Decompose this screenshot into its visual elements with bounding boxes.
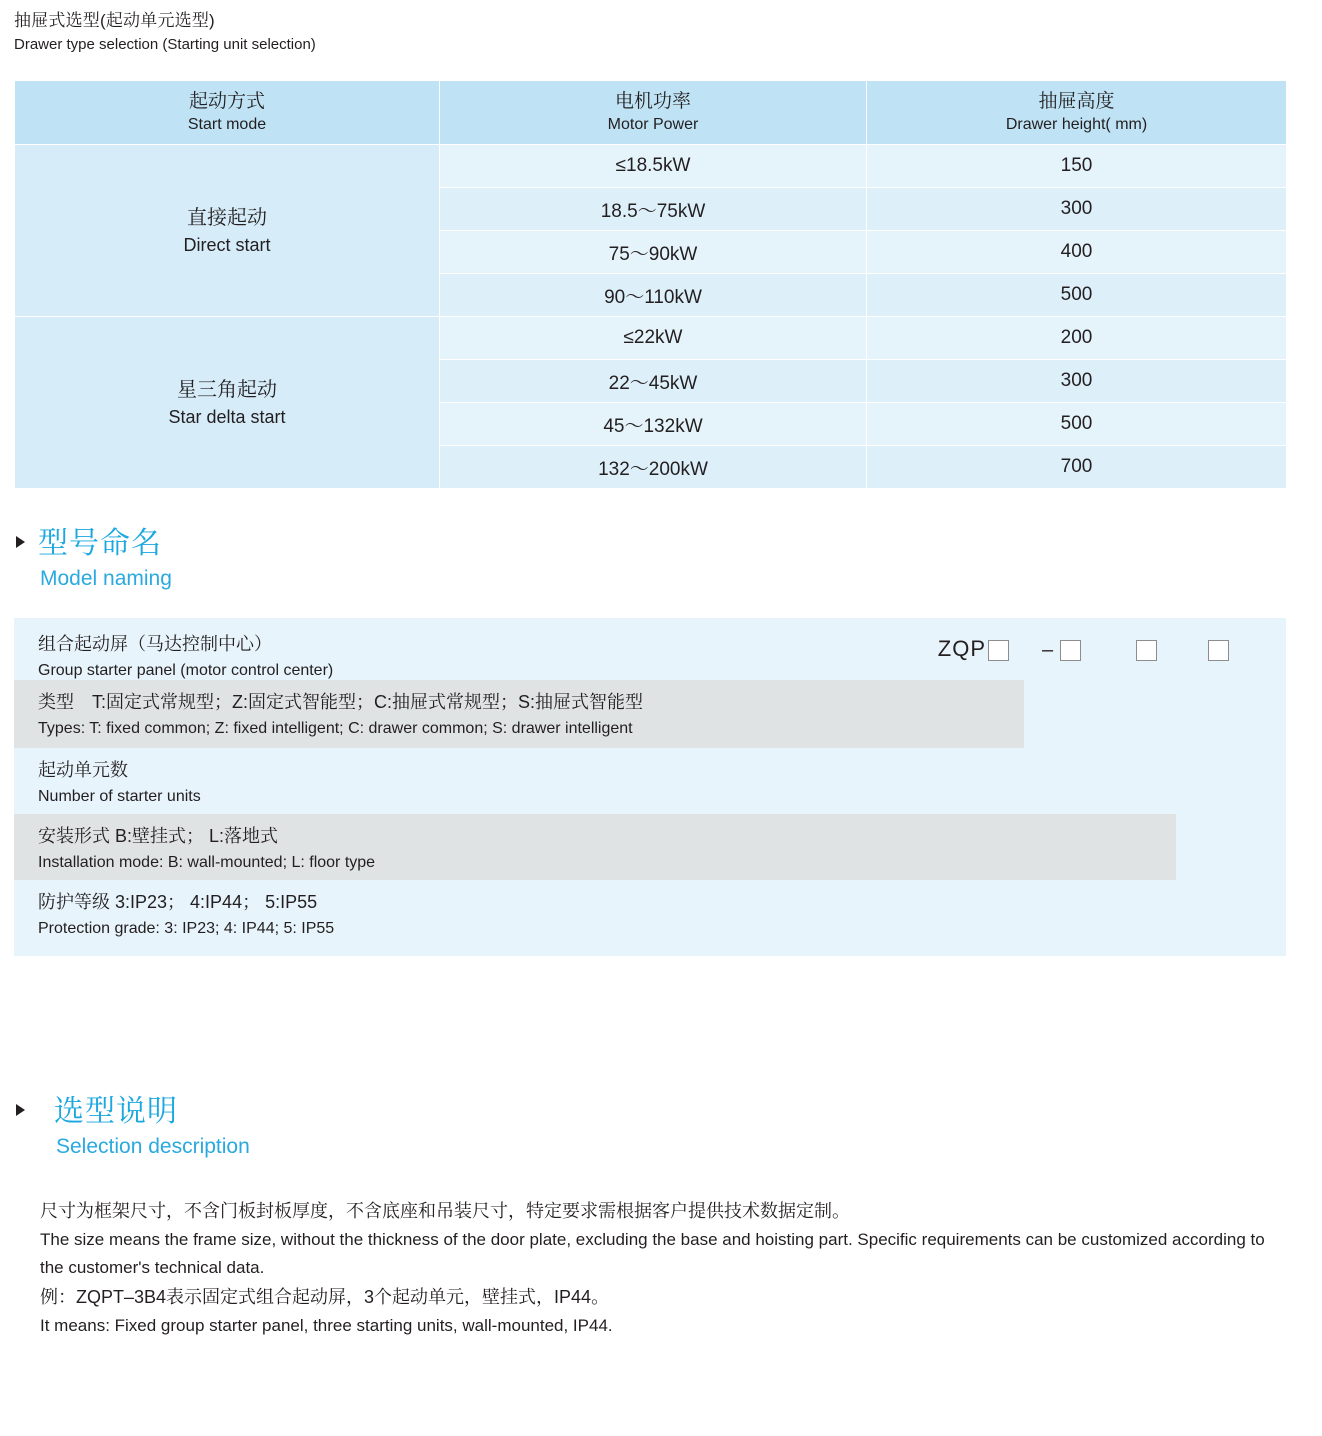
cell-height: 400: [867, 231, 1287, 274]
cell-power: 75～90kW: [440, 231, 867, 274]
mode-star-delta-cn: 星三角起动: [177, 378, 277, 401]
cell-power: 18.5～75kW: [440, 188, 867, 231]
naming-unit-count-cn: 起动单元数: [38, 760, 128, 780]
cell-power: 90～110kW: [440, 274, 867, 317]
desc-line-1-cn: 尺寸为框架尺寸，不含门板封板厚度，不含底座和吊装尺寸，特定要求需根据客户提供技术数据定制。: [40, 1201, 850, 1221]
header-start-mode-cn: 起动方式: [188, 91, 265, 112]
header-drawer-height: [867, 81, 1287, 145]
cell-height: 300: [867, 188, 1287, 231]
cell-power: ≤18.5kW: [440, 145, 867, 188]
mode-cell-direct-start: [15, 145, 440, 317]
naming-row-protection: [14, 880, 1286, 946]
mode-direct-start-cn: 直接起动: [187, 206, 267, 229]
cell-power: 45～132kW: [440, 403, 867, 446]
section-selection-en: Selection description: [56, 1135, 250, 1158]
mode-star-delta-en: Star delta start: [168, 406, 286, 427]
caption-cn: 抽屉式选型(起动单元选型): [14, 11, 215, 30]
cell-power: 22～45kW: [440, 360, 867, 403]
naming-product-en: Group starter panel (motor control center): [38, 662, 334, 679]
naming-protection-en: Protection grade: 3: IP23; 4: IP44; 5: IP55: [38, 920, 335, 937]
naming-protection-cn: 防护等级 3:IP23； 4:IP44； 5:IP55: [38, 892, 318, 912]
triangle-right-icon: [16, 1104, 25, 1116]
header-motor-power-cn: 电机功率: [614, 91, 691, 112]
cell-height: 500: [867, 403, 1287, 446]
cell-power: ≤22kW: [440, 317, 867, 360]
cell-height: 300: [867, 360, 1287, 403]
section-model-naming-en: Model naming: [40, 567, 172, 590]
desc-line-2-en: The size means the frame size, without the thickness of the door plate, excluding the base and hoisting part. Specific requirements can be customized according to the customer's technical data.: [40, 1230, 1265, 1277]
naming-unit-count-en: Number of starter units: [38, 788, 201, 805]
cell-height: 700: [867, 446, 1287, 489]
naming-row-types: [14, 680, 1024, 748]
code-box-protection[interactable]: [1208, 640, 1229, 661]
section-selection-cn: 选型说明: [54, 1095, 178, 1128]
header-drawer-height-cn: 抽屉高度: [1038, 91, 1115, 112]
section-model-naming-cn: 型号命名: [38, 527, 162, 560]
naming-row-unit-count: [14, 748, 1098, 814]
cell-power: 132～200kW: [440, 446, 867, 489]
triangle-right-icon: [16, 536, 25, 548]
table-header-row: [15, 81, 1287, 145]
cell-height: 200: [867, 317, 1287, 360]
page-caption: [14, 8, 914, 56]
code-box-type[interactable]: [988, 640, 1009, 661]
cell-height: 150: [867, 145, 1287, 188]
drawer-selection-table: [14, 80, 1287, 489]
naming-product-cn: 组合起动屏（马达控制中心）: [38, 634, 272, 654]
caption-en: Drawer type selection (Starting unit selection): [14, 36, 316, 53]
naming-types-cn: 类型 T:固定式常规型；Z:固定式智能型；C:抽屉式常规型；S:抽屉式智能型: [38, 692, 644, 712]
model-code-boxes: [984, 636, 1254, 670]
code-box-unit-count[interactable]: [1060, 640, 1081, 661]
selection-description-text: [40, 1196, 1290, 1340]
header-start-mode: [15, 81, 440, 145]
code-box-installation[interactable]: [1136, 640, 1157, 661]
table-row: [15, 145, 1287, 188]
header-start-mode-en: Start mode: [187, 116, 267, 133]
model-naming-diagram: [14, 618, 1286, 956]
naming-types-en: Types: T: fixed common; Z: fixed intelligent; C: drawer common; S: drawer intelligent: [38, 720, 633, 737]
naming-row-product: [14, 618, 1286, 680]
section-heading-model-naming: [14, 524, 172, 594]
header-drawer-height-en: Drawer height( mm): [1005, 116, 1148, 133]
desc-line-3-cn: 例：ZQPT–3B4表示固定式组合起动屏，3个起动单元，壁挂式，IP44。: [40, 1287, 610, 1307]
section-heading-selection-description: [14, 1092, 250, 1162]
model-code-prefix: ZQP: [937, 636, 986, 661]
cell-height: 500: [867, 274, 1287, 317]
table-row: [15, 317, 1287, 360]
header-motor-power-en: Motor Power: [607, 116, 699, 133]
naming-installation-en: Installation mode: B: wall-mounted; L: floor type: [38, 854, 376, 871]
naming-installation-cn: 安装形式 B:壁挂式； L:落地式: [38, 826, 279, 846]
code-dash: –: [1042, 639, 1054, 661]
naming-row-installation: [14, 814, 1176, 880]
mode-direct-start-en: Direct start: [183, 234, 271, 255]
desc-line-4-en: It means: Fixed group starter panel, three starting units, wall-mounted, IP44.: [40, 1316, 613, 1335]
header-motor-power: [440, 81, 867, 145]
mode-cell-star-delta-start: [15, 317, 440, 489]
